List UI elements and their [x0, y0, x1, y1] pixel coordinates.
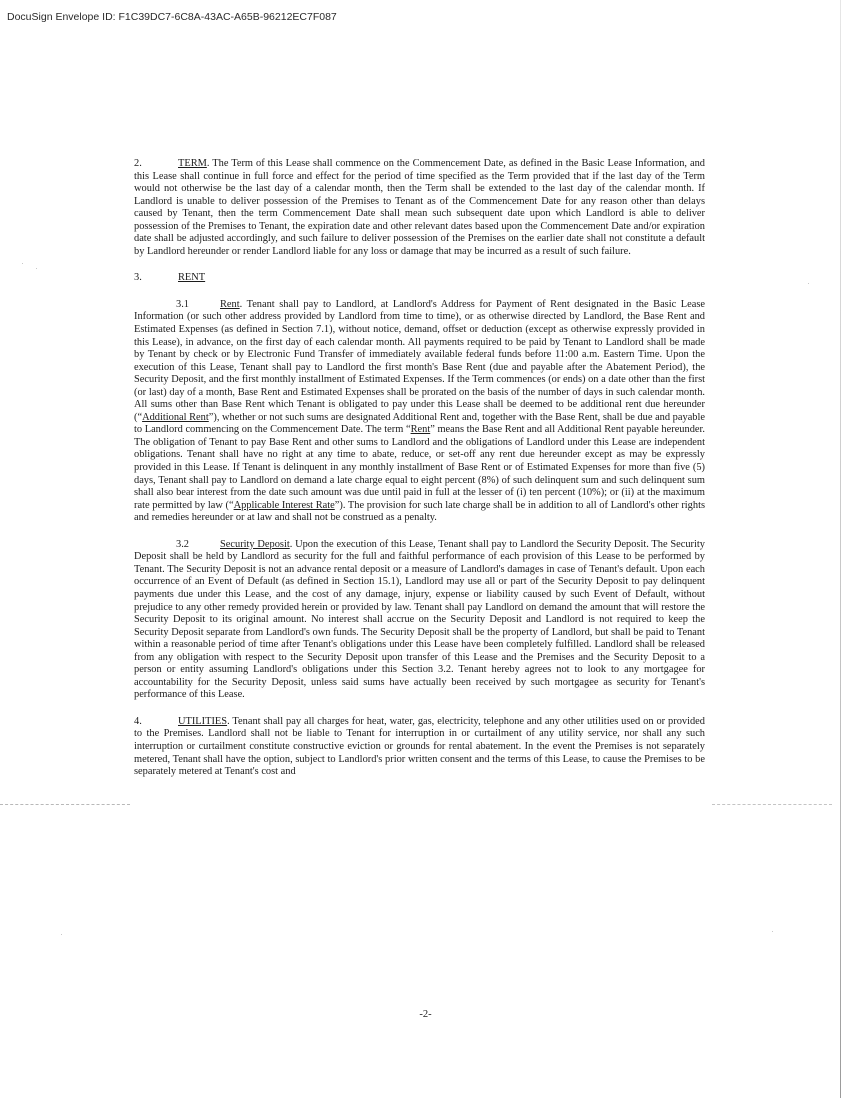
section-heading: UTILITIES [178, 715, 228, 727]
section-text: . The Term of this Lease shall commence on the Commencement Date, as defined in the Basic Lease Information, and this Lease shall continue in full force and effect for the period of time specified as the Term provided that if the last day of the Term would not otherwise be the last day of a calendar month, then the Term shall be extended to the last day of the calendar month. If Landlord is unable to deliver possession of the Premises to Tenant as of the Commencement Date for any reason other than delays caused by Tenant, then the term Commencement Date shall mean such subsequent date upon which Landlord is able to deliver possession of the Premises to Tenant, the expiration date and other relevant dates based upon the Commencement Date and/or expiration date shall be adjusted accordingly, and such failure to deliver possession of the Premises on the earlier date shall not constitute a default by Landlord hereunder or render Landlord liable for any loss or damage that may be incurred as a result of such failure. [134, 158, 705, 257]
defined-term-rent: Rent [410, 424, 431, 436]
section-text: . Tenant shall pay all charges for heat, water, gas, electricity, telephone and any other utilities used on or provided to the Premises. Landlord shall not be liable to Tenant for interruption in or curtailment of any utility service, nor shall any such interruption or curtailment constitute constructive eviction or grounds for rental abatement. In the event the Premises is not separately metered, Tenant shall have the option, subject to Landlord's prior written consent and the terms of this Lease, to cause the Premises to be separately metered at Tenant's cost and [134, 715, 705, 778]
scan-speck [772, 931, 773, 932]
scan-speck [36, 268, 37, 269]
subsection-text: ”), whether or not such sums are designated Additional Rent and, together with the Base Rent, shall be due and payable to Landlord commencing on the Commencement Date. The term “ [134, 411, 705, 436]
defined-term-additional-rent: Additional Rent [142, 411, 209, 423]
scan-speck [22, 263, 23, 264]
section-number: 3. [134, 272, 142, 284]
section-utilities [134, 716, 705, 779]
section-security-deposit-3-2 [134, 539, 705, 702]
section-term [134, 158, 705, 258]
section-number: 4. [134, 715, 142, 727]
subsection-heading: Rent [220, 298, 240, 310]
section-number: 2. [134, 158, 142, 169]
scan-speck [808, 283, 809, 284]
section-heading: TERM [178, 158, 207, 169]
section-rent-3-1 [134, 299, 705, 525]
section-rent-heading [134, 272, 705, 285]
docusign-envelope-id: DocuSign Envelope ID: F1C39DC7-6C8A-43AC-A65B-96212EC7F087 [7, 11, 337, 23]
subsection-text: ”). The provision for such late charge shall be in addition to all of Landlord's other rights and remedies hereunder or at law and shall not be construed as a penalty. [134, 499, 705, 524]
subsection-number: 3.2 [176, 538, 189, 550]
defined-term-applicable-interest-rate: Applicable Interest Rate [233, 499, 335, 511]
subsection-text: . Upon the execution of this Lease, Tenant shall pay to Landlord the Security Deposit. The Security Deposit shall be held by Landlord as security for the full and faithful performance of each provision of this Lease to be performed by Tenant. The Security Deposit is not an advance rental deposit or a measure of Landlord's damages in case of Tenant's default. Upon each occurrence of an Event of Default (as defined in Section 15.1), Landlord may use all or part of the Security Deposit to pay delinquent payments due under this Lease, and the cost of any damage, injury, expense or liability caused by such Event of Default, without prejudice to any other remedy provided herein or provided by law. Tenant shall pay Landlord on demand the amount that will restore the Security Deposit to its original amount. No interest shall accrue on the Security Deposit and Landlord is not required to keep the Security Deposit separate from Landlord's own funds. The Security Deposit shall be the property of Landlord, but shall be paid to Tenant within a reasonable period of time after Tenant's obligations under this Lease have been completely fulfilled. Landlord shall be released from any obligation with respect to the Security Deposit upon transfer of this Lease and the Premises and the Security Deposit to a person or entity assuming Landlord's obligations under this Section 3.2. Tenant hereby agrees not to look to any mortgagee for accountability for the Security Deposit, unless said sums have actually been received by such mortgagee as security for Tenant's performance of this Lease. [134, 538, 705, 701]
scan-speck [61, 934, 62, 935]
document-body [134, 158, 705, 779]
scan-edge-line [840, 0, 841, 1098]
subsection-heading: Security Deposit [220, 538, 290, 550]
subsection-text: . Tenant shall pay to Landlord, at Landlord's Address for Payment of Rent designated in the Basic Lease Information (or such other address provided by Landlord from time to time), or as otherwise directed by Landlord, the Base Rent and Estimated Expenses (as defined in Section 7.1), without notice, demand, offset or deduction (except as otherwise expressly provided in this Lease), in advance, on the first day of each calendar month. All payments required to be paid by Tenant to Landlord shall be made by Tenant by check or by Electronic Fund Transfer of immediately available federal funds before 11:00 a.m. Eastern Time. Upon the execution of this Lease, Tenant shall pay to Landlord the first month's Base Rent (due and payable after the Abatement Period), the Security Deposit, and the first monthly installment of Estimated Expenses. If the Term commences (or ends) on a date other than the first (or last) day of a month, Base Rent and Estimated Expenses shall be prorated on the basis of the number of days in such calendar month. All sums other than Base Rent which Tenant is obligated to pay under this Lease shall be deemed to be additional rent due hereunder (“ [134, 298, 705, 423]
scan-artifact-dash-right [712, 804, 832, 805]
subsection-text: ” means the Base Rent and all Additional Rent payable hereunder. The obligation of Tenant to pay Base Rent and other sums to Landlord and the obligations of Landlord under this Lease are independent obligations. Tenant shall have no right at any time to abate, reduce, or set-off any rent due hereunder except as may be expressly provided in this Lease. If Tenant is delinquent in any monthly installment of Base Rent or of Estimated Expenses for more than five (5) days, Tenant shall pay to Landlord on demand a late charge equal to eight percent (8%) of such delinquent sum and such delinquent sum shall also bear interest from the date such amount was due until paid in full at the lesser of (i) ten percent (10%); or (ii) at the maximum rate permitted by law (“ [134, 424, 705, 511]
section-heading: RENT [178, 272, 206, 284]
page-number: -2- [419, 1009, 432, 1020]
scan-artifact-dash-left [0, 804, 130, 805]
subsection-number: 3.1 [176, 298, 189, 310]
